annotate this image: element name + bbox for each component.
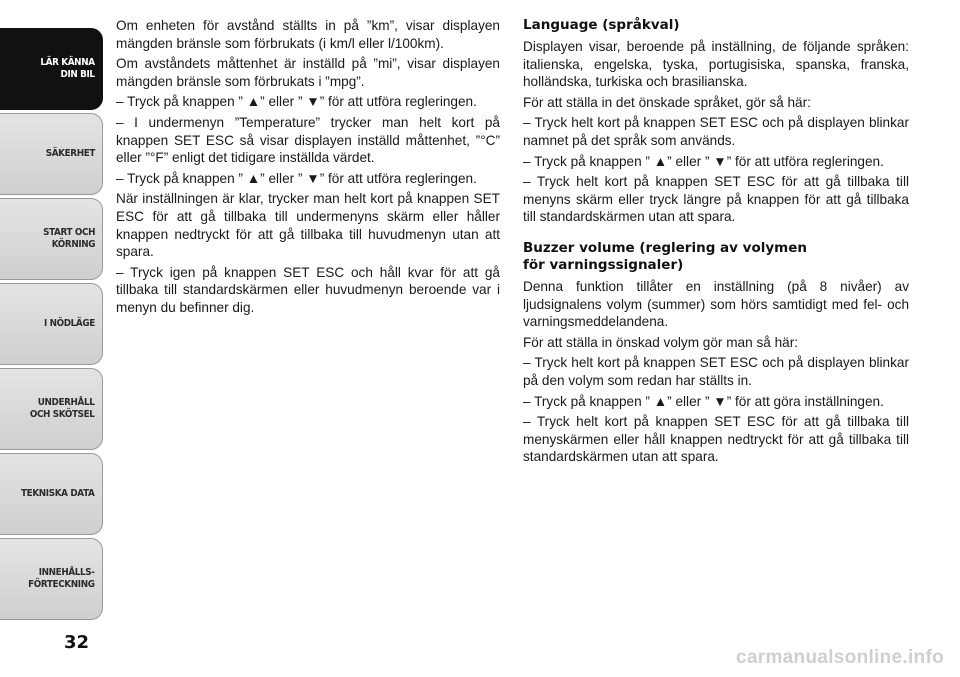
paragraph: Denna funktion tillåter en inställning (på 8 nivåer) av ljudsignalens volym (summer) som hörs samtidigt med fel- och varningsmeddelandena. bbox=[523, 278, 909, 330]
paragraph: – Tryck på knappen ” ▲” eller ” ▼” för att göra inställningen. bbox=[523, 393, 884, 409]
paragraph: – Tryck helt kort på knappen SET ESC för att gå tillbaka till menyns skärm eller tryck längre på knappen för att gå tillbaka till standardskärmen utan att spara. bbox=[523, 174, 909, 225]
paragraph: När inställningen är klar, trycker man helt kort på knappen SET ESC för att gå tillbaka till undermenyns skärm eller håller knappen nedtryckt för att gå tillbaka till huvudmenyn utan att spara. bbox=[116, 191, 500, 260]
heading-line: Buzzer volume (reglering av volymen bbox=[523, 239, 808, 256]
paragraph: Om enheten för avstånd ställts in på ”km”, visar displayen mängden bränsle som förbrukats (i km/l eller l/100km). bbox=[116, 18, 500, 51]
left-column bbox=[116, 17, 500, 320]
tab-i-nodlage[interactable] bbox=[0, 283, 103, 365]
chapter-tabs bbox=[0, 28, 103, 623]
tab-label: I NÖDLÄGE bbox=[44, 318, 95, 329]
paragraph: För att ställa in önskad volym gör man så här: bbox=[523, 334, 799, 350]
paragraph: Om avståndets måttenhet är inställd på ”mi”, visar displayen mängden bränsle som förbrukats i ”mpg”. bbox=[116, 56, 500, 89]
language-heading: Language (språkval) bbox=[523, 17, 680, 33]
page-number: 32 bbox=[64, 632, 90, 653]
tab-label: INNEHÅLLS- FÖRTECKNING bbox=[28, 567, 95, 590]
paragraph: – Tryck helt kort på knappen SET ESC och på displayen blinkar på den volym som redan har ställts in. bbox=[523, 355, 909, 388]
tab-underhall-och-skotsel[interactable] bbox=[0, 368, 103, 450]
buzzer-volume-heading bbox=[523, 240, 909, 274]
tab-lar-kanna-din-bil[interactable] bbox=[0, 28, 103, 110]
tab-innehallsforteckning[interactable] bbox=[0, 538, 103, 620]
tab-label: LÄR KÄNNA DIN BIL bbox=[40, 57, 95, 80]
paragraph: – Tryck på knappen ” ▲” eller ” ▼” för att utföra regleringen. bbox=[116, 94, 477, 110]
paragraph: För att ställa in det önskade språket, gör så här: bbox=[523, 94, 811, 110]
tab-tekniska-data[interactable] bbox=[0, 453, 103, 535]
tab-label: SÄKERHET bbox=[45, 148, 95, 159]
tab-sakerhet[interactable] bbox=[0, 113, 103, 195]
tab-label: UNDERHÅLL OCH SKÖTSEL bbox=[30, 397, 95, 420]
paragraph: – Tryck på knappen ” ▲” eller ” ▼” för att utföra regleringen. bbox=[116, 170, 477, 186]
paragraph: – Tryck på knappen ” ▲” eller ” ▼” för att utföra regleringen. bbox=[523, 153, 884, 169]
tab-label: TEKNISKA DATA bbox=[21, 488, 95, 499]
tab-start-och-korning[interactable] bbox=[0, 198, 103, 280]
paragraph: – Tryck igen på knappen SET ESC och håll kvar för att gå tillbaka till standardskärmen eller huvudmenyn beroende var i menyn du befinner dig. bbox=[116, 264, 500, 315]
tab-label: START OCH KÖRNING bbox=[42, 227, 95, 250]
paragraph: – Tryck helt kort på knappen SET ESC för att gå tillbaka till menyskärmen eller håll knappen nedtryckt för att gå tillbaka till standardskärmen utan att spara. bbox=[523, 414, 909, 465]
paragraph: Displayen visar, beroende på inställning, de följande språken: italienska, engelska, tyska, portugisiska, spanska, franska, holländska, turkiska och brasilianska. bbox=[523, 39, 909, 90]
heading-line: för varningssignaler) bbox=[523, 256, 684, 273]
right-column bbox=[523, 17, 909, 469]
watermark: carmanualsonline.info bbox=[736, 647, 944, 668]
paragraph: – Tryck helt kort på knappen SET ESC och på displayen blinkar namnet på det språk som används. bbox=[523, 115, 909, 148]
paragraph: – I undermenyn ”Temperature” trycker man helt kort på knappen SET ESC så visar displayen inställd måttenhet, ”°C” eller ”°F” enligt det tidigare inställda värdet. bbox=[116, 114, 500, 166]
